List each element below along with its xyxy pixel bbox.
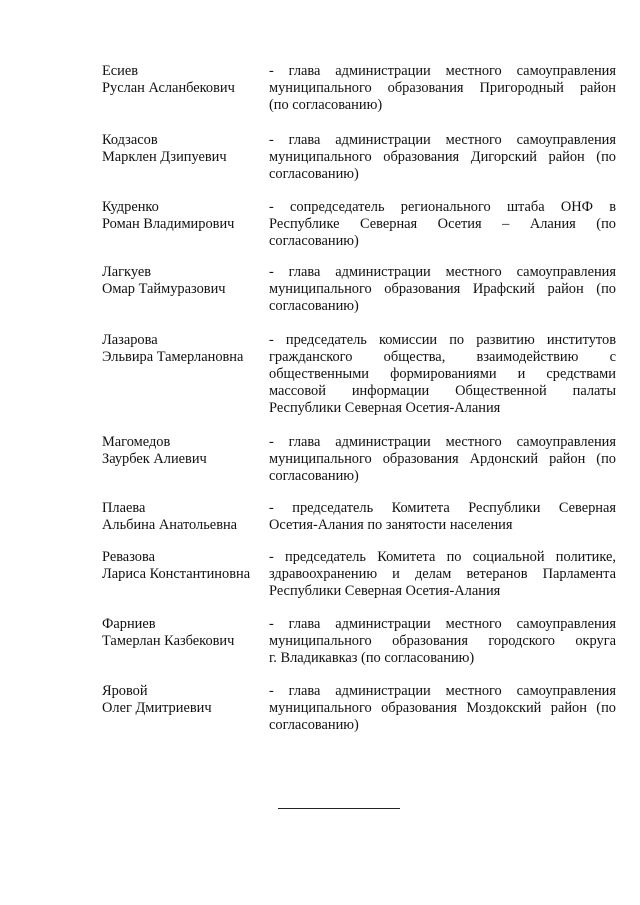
member-given-name: Омар Таймуразович [102,281,226,297]
role-line: гражданского общества, взаимодействию с [269,349,616,365]
member-name [102,434,262,468]
member-name [102,63,262,97]
role-line: согласованию) [269,166,359,182]
role-line: муниципального образования Пригородный район [269,80,616,96]
member-surname: Лазарова [102,332,158,348]
role-line: - глава администрации местного самоуправления [269,434,616,450]
member-surname: Фарниев [102,616,156,632]
member-role [269,199,616,250]
member-role [269,132,616,183]
role-line: согласованию) [269,468,359,484]
member-given-name: Марклен Дзипуевич [102,149,227,165]
member-name [102,616,262,650]
role-line: муниципального образования Ардонский район (по [269,451,616,467]
member-given-name: Тамерлан Казбекович [102,633,235,649]
role-line: согласованию) [269,717,359,733]
role-line: массовой информации Общественной палаты [269,383,616,399]
member-name [102,199,262,233]
member-name [102,132,262,166]
member-role [269,332,616,417]
member-name [102,549,262,583]
member-given-name: Заурбек Алиевич [102,451,207,467]
member-surname: Магомедов [102,434,171,450]
role-line: - глава администрации местного самоуправления [269,132,616,148]
member-surname: Лагкуев [102,264,152,280]
member-given-name: Роман Владимирович [102,216,235,232]
member-surname: Ревазова [102,549,155,565]
member-role [269,549,616,600]
member-role [269,683,616,734]
member-surname: Кудренко [102,199,159,215]
role-line: Республике Северная Осетия – Алания (по [269,216,616,232]
member-given-name: Олег Дмитриевич [102,700,212,716]
role-line: Республики Северная Осетия-Алания [269,400,501,416]
member-name [102,264,262,298]
role-line: Республики Северная Осетия-Алания [269,583,501,599]
member-role [269,264,616,315]
member-given-name: Руслан Асланбекович [102,80,235,96]
member-role [269,500,616,534]
closing-separator-line [278,808,400,809]
role-line: согласованию) [269,233,359,249]
member-surname: Есиев [102,63,139,79]
role-line: муниципального образования Ирафский район (по [269,281,616,297]
role-line: - сопредседатель регионального штаба ОНФ в [269,199,616,215]
role-line: общественными формированиями и средствами [269,366,616,382]
member-name [102,500,262,534]
role-line: - глава администрации местного самоуправления [269,63,616,79]
member-name [102,332,262,366]
member-given-name: Эльвира Тамерлановна [102,349,244,365]
role-line: здравоохранению и делам ветеранов Парламента [269,566,616,582]
role-line: - председатель комиссии по развитию институтов [269,332,616,348]
role-line: муниципального образования Дигорский район (по [269,149,616,165]
member-name [102,683,262,717]
member-role [269,616,616,667]
role-line: г. Владикавказ (по согласованию) [269,650,475,666]
member-given-name: Лариса Константиновна [102,566,251,582]
role-line: - председатель Комитета по социальной политике, [269,549,616,565]
role-line: - глава администрации местного самоуправления [269,264,616,280]
role-line: - глава администрации местного самоуправления [269,616,616,632]
member-given-name: Альбина Анатольевна [102,517,238,533]
role-line: согласованию) [269,298,359,314]
member-role [269,434,616,485]
role-line: муниципального образования городского округа [269,633,616,649]
role-line: муниципального образования Моздокский район (по [269,700,616,716]
role-line: Осетия-Алания по занятости населения [269,517,513,533]
member-surname: Яровой [102,683,148,699]
member-surname: Плаева [102,500,146,516]
role-line: - председатель Комитета Республики Северная [269,500,616,516]
role-line: - глава администрации местного самоуправления [269,683,616,699]
role-line: (по согласованию) [269,97,383,113]
member-role [269,63,616,114]
member-surname: Кодзасов [102,132,158,148]
